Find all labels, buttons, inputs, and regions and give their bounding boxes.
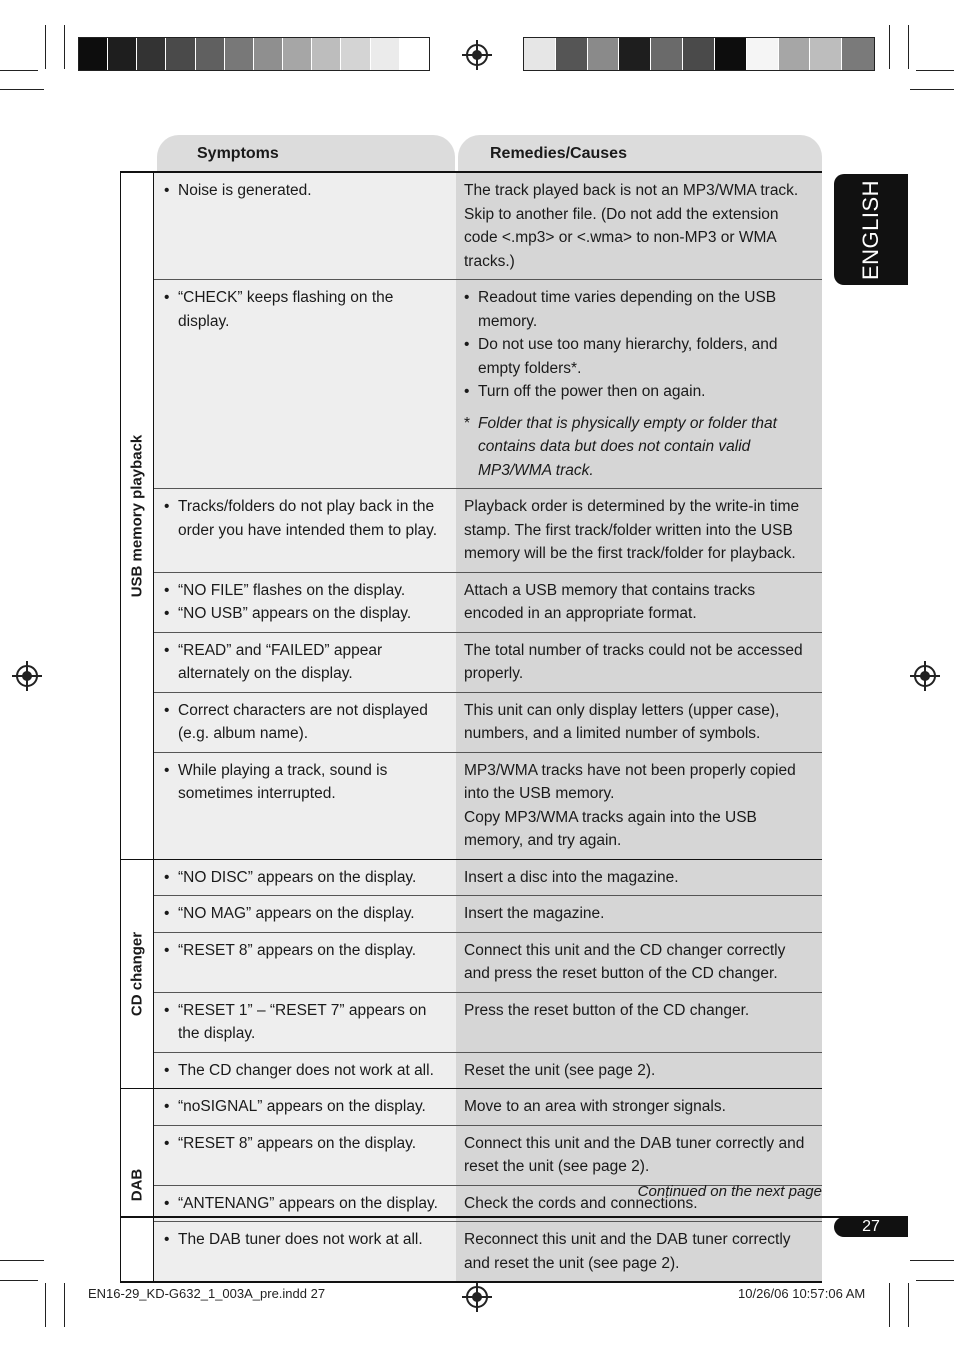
symptom-text: • “NO USB” appears on the display. (164, 602, 446, 626)
symptom-text: • “RESET 1” – “RESET 7” appears on the display. (164, 999, 446, 1046)
table-row (154, 1221, 822, 1281)
category-cell (120, 173, 154, 859)
remedy-cell (456, 1053, 822, 1089)
remedy-bullet: • Readout time varies depending on the USB memory. (464, 286, 812, 333)
color-swatch (108, 38, 137, 70)
registration-mark-bottom-icon (466, 1286, 488, 1308)
symptom-cell (154, 860, 456, 896)
remedy-cell (456, 1126, 822, 1185)
symptom-text: • Noise is generated. (164, 179, 446, 203)
footer-rule (120, 1216, 908, 1218)
crop-mark (910, 1260, 954, 1261)
symptom-text: • The DAB tuner does not work at all. (164, 1228, 446, 1252)
remedy-text: The total number of tracks could not be accessed properly. (464, 641, 803, 682)
remedy-cell (456, 280, 822, 488)
color-swatch (747, 38, 779, 70)
crop-mark (908, 1283, 909, 1327)
color-swatch (651, 38, 683, 70)
registration-mark-right-icon (914, 665, 936, 687)
table-row (154, 1052, 822, 1089)
page-number-box (834, 1217, 908, 1237)
row-group (154, 173, 822, 859)
color-swatch (556, 38, 588, 70)
remedy-cell (456, 896, 822, 932)
symptom-text: • Correct characters are not displayed (e.g. album name). (164, 699, 446, 746)
remedy-text: Playback order is determined by the write-in time stamp. The first track/folder written into the USB memory will be the first track/folder for playback. (464, 498, 800, 562)
remedy-footnote (464, 412, 812, 483)
symptom-cell (154, 633, 456, 692)
remedy-cell (456, 933, 822, 992)
symptom-text: • “RESET 8” appears on the display. (164, 1132, 446, 1156)
language-tab-label: ENGLISH (858, 179, 883, 280)
symptom-text: • “CHECK” keeps flashing on the display. (164, 286, 446, 333)
remedy-cell (456, 753, 822, 859)
symptom-text: • While playing a track, sound is sometimes interrupted. (164, 759, 446, 806)
crop-mark (0, 89, 44, 90)
symptom-text: • “noSIGNAL” appears on the display. (164, 1095, 446, 1119)
remedy-text: Connect this unit and the DAB tuner correctly and reset the unit (see page 2). (464, 1134, 805, 1175)
crop-mark (889, 25, 890, 69)
color-swatch (524, 38, 556, 70)
row-group (154, 860, 822, 1089)
symptom-cell (154, 1089, 456, 1125)
crop-mark (0, 1260, 44, 1261)
remedy-text: Reconnect this unit and the DAB tuner correctly and reset the unit (see page 2). (464, 1231, 791, 1272)
remedy-text: Move to an area with stronger signals. (464, 1098, 726, 1115)
registration-mark-top-icon (466, 44, 488, 66)
table-row (154, 488, 822, 572)
color-swatch (842, 38, 874, 70)
remedy-cell (456, 1222, 822, 1281)
crop-mark (45, 1283, 46, 1327)
troubleshooting-table (120, 171, 822, 1283)
color-bar-left (78, 37, 430, 71)
color-swatch (137, 38, 166, 70)
crop-mark (908, 25, 909, 69)
symptom-cell (154, 173, 456, 279)
remedy-text: Check the cords and connections. (464, 1194, 698, 1212)
table-row (154, 1125, 822, 1185)
category-label: DAB (128, 1168, 146, 1202)
symptom-text: • “RESET 8” appears on the display. (164, 939, 446, 963)
remedy-cell (456, 1089, 822, 1125)
crop-mark (916, 70, 954, 71)
table-row (154, 752, 822, 859)
remedy-bullet: • Do not use too many hierarchy, folders, and empty folders*. (464, 333, 812, 380)
slug-filename: EN16-29_KD-G632_1_003A_pre.indd 27 (88, 1286, 326, 1301)
color-swatch (810, 38, 842, 70)
remedies-header: Remedies/Causes (490, 145, 627, 162)
crop-mark (889, 1283, 890, 1327)
remedy-text: Insert a disc into the magazine. (464, 868, 679, 886)
table-row (154, 860, 822, 896)
symptom-cell (154, 753, 456, 859)
remedy-text: Attach a USB memory that contains tracks encoded in an appropriate format. (464, 581, 756, 622)
section-cd-changer (120, 859, 822, 1089)
remedy-cell (456, 993, 822, 1052)
table-row (154, 932, 822, 992)
footnote-mark: * (464, 414, 471, 432)
color-swatch (225, 38, 254, 70)
remedy-text: Connect this unit and the CD changer correctly and press the reset button of the CD changer. (464, 941, 786, 982)
symptom-text: • “NO FILE” flashes on the display. (164, 579, 446, 603)
crop-mark (0, 70, 38, 71)
category-label: CD changer (128, 931, 146, 1016)
symptom-text: • Tracks/folders do not play back in the order you have intended them to play. (164, 495, 446, 542)
symptom-cell (154, 1126, 456, 1185)
crop-mark (0, 1280, 38, 1281)
section-usb-memory-playback (120, 173, 822, 859)
symptom-text: • “READ” and “FAILED” appear alternately on the display. (164, 639, 446, 686)
remedy-text: This unit can only display letters (upper case), numbers, and a limited number of symbols. (464, 701, 780, 742)
remedy-text: Insert the magazine. (464, 905, 605, 922)
remedy-text: MP3/WMA tracks have not been properly copied into the USB memory. (464, 761, 796, 802)
color-swatch (588, 38, 620, 70)
remedy-cell (456, 573, 822, 632)
crop-mark (64, 1283, 65, 1327)
color-swatch (283, 38, 312, 70)
symptom-cell (154, 1222, 456, 1281)
remedy-cell (456, 860, 822, 896)
symptom-text: • “ANTENANG” appears on the display. (164, 1192, 446, 1216)
color-swatch (715, 38, 747, 70)
color-bar-right (523, 37, 875, 71)
color-swatch (371, 38, 400, 70)
symptom-cell (154, 573, 456, 632)
remedy-text: The track played back is not an MP3/WMA track. Skip to another file. (Do not add the extension code <.mp3> or <.wma> to non-MP3 or WMA tracks.) (464, 182, 799, 270)
color-swatch (341, 38, 370, 70)
symptom-cell (154, 993, 456, 1052)
category-label: USB memory playback (128, 434, 146, 598)
table-row (154, 279, 822, 488)
color-swatch (400, 38, 429, 70)
page-number: 27 (862, 1218, 880, 1235)
symptom-cell (154, 280, 456, 488)
remedy-cell (456, 693, 822, 752)
slug-timestamp: 10/26/06 10:57:06 AM (738, 1286, 866, 1301)
crop-mark (916, 1280, 954, 1281)
color-swatch (779, 38, 811, 70)
color-swatch (166, 38, 195, 70)
color-swatch (683, 38, 715, 70)
color-swatch (312, 38, 341, 70)
remedy-cell (456, 489, 822, 572)
continued-note: Continued on the next page (637, 1183, 822, 1200)
symptom-cell (154, 1053, 456, 1089)
table-row (154, 572, 822, 632)
table-row (154, 1089, 822, 1125)
color-swatch (196, 38, 225, 70)
color-swatch (619, 38, 651, 70)
symptom-text: • “NO MAG” appears on the display. (164, 902, 446, 926)
remedy-text: Reset the unit (see page 2). (464, 1061, 656, 1079)
symptom-text: • The CD changer does not work at all. (164, 1059, 446, 1083)
table-row (154, 692, 822, 752)
remedy-text: Copy MP3/WMA tracks again into the USB memory, and try again. (464, 808, 757, 849)
symptom-cell (154, 896, 456, 932)
table-row (154, 632, 822, 692)
symptom-cell (154, 933, 456, 992)
table-row (154, 992, 822, 1052)
registration-mark-left-icon (16, 665, 38, 687)
language-tab (834, 174, 908, 285)
remedy-cell (456, 633, 822, 692)
symptom-cell (154, 489, 456, 572)
footnote-text: Folder that is physically empty or folder that contains data but does not contain valid MP3/WMA track. (478, 414, 777, 479)
color-swatch (254, 38, 283, 70)
crop-mark (45, 25, 46, 69)
table-row (154, 173, 822, 279)
category-cell (120, 860, 154, 1089)
remedy-text: Press the reset button of the CD changer. (464, 1001, 750, 1019)
symptom-cell (154, 693, 456, 752)
symptoms-header: Symptoms (197, 145, 279, 162)
table-row (154, 895, 822, 932)
remedy-bullet: • Turn off the power then on again. (464, 380, 812, 404)
remedy-cell (456, 173, 822, 279)
symptom-text: • “NO DISC” appears on the display. (164, 866, 446, 890)
category-cell (120, 1089, 154, 1281)
color-swatch (79, 38, 108, 70)
crop-mark (64, 25, 65, 69)
crop-mark (910, 89, 954, 90)
